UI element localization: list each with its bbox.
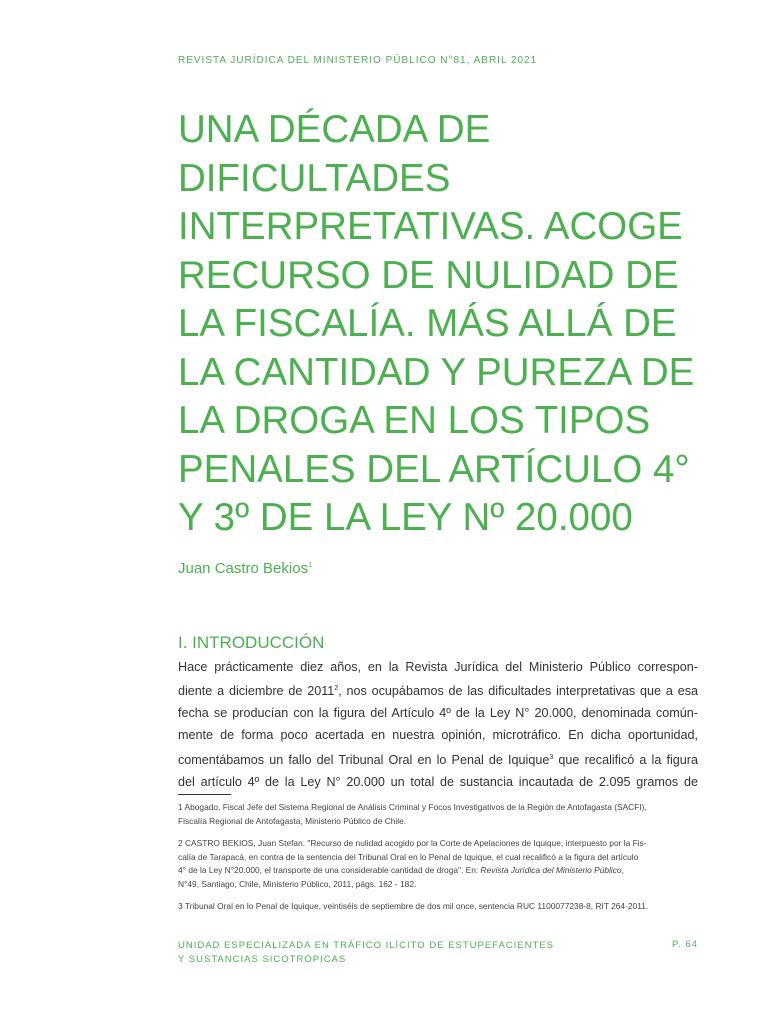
footnote-line: 3 Tribunal Oral en lo Penal de Iquique, veintiséis de septiembre de dos mil once, sentencia RUC 1100077238-8, RIT 264-2011. (178, 901, 649, 911)
footnotes (178, 801, 698, 923)
title-line: LA DROGA EN LOS TIPOS (178, 399, 651, 442)
footnote-line: Fiscalía Regional de Antofagasta, Ministerio Público de Chile. (178, 815, 407, 826)
title-line: Y 3º DE LA LEY Nº 20.000 (178, 496, 633, 539)
body-line: mente de forma poco acertada en nuestra opinión, microtráfico. En dicha oportunidad, (178, 728, 698, 743)
section-heading: I. INTRODUCCIÓN (178, 633, 325, 652)
title-line: RECURSO DE NULIDAD DE (178, 253, 679, 297)
body-line (178, 678, 698, 702)
footnote-segment: 4° de la Ley N°20.000, el transporte de una considerable cantidad de droga". En: (178, 865, 481, 875)
footnote-line: calía de Tarapacá, en contra de la sentencia del Tribunal Oral en lo Penal de Iquique, el cual recalificó a la figura del artículo (178, 851, 639, 862)
body-line (178, 747, 698, 771)
footnote-line: 2 CASTRO BEKIOS, Juan Stefan. "Recurso de nulidad acogido por la Corte de Apelaciones de Iquique, interpuesto por la Fis- (178, 838, 647, 848)
body-paragraph (178, 656, 698, 793)
footnote-3 (178, 900, 698, 914)
title-line: INTERPRETATIVAS. ACOGE (178, 205, 683, 248)
title-line: DIFICULTADES (178, 156, 451, 200)
body-line: fecha se producían con la figura del Artículo 4º de la Ley N° 20.000, denominada común- (178, 706, 698, 721)
footnote-ref[interactable]: 2 (334, 685, 339, 693)
body-text-segment: comentábamos un fallo del Tribunal Oral en lo Penal de Iquique (178, 752, 550, 767)
footnote-divider (178, 794, 231, 795)
footnote-ref[interactable]: 1 (308, 562, 312, 569)
body-text-segment: , nos ocupábamos de las dificultades interpretativas que a esa (338, 684, 698, 699)
title-line: LA FISCALÍA. MÁS ALLÁ DE (178, 302, 677, 345)
body-line: del artículo 4º de la Ley N° 20.000 un total de sustancia incautada de 2.095 gramos de (178, 774, 698, 789)
footnote-line: N°49, Santiago, Chile, Ministerio Público, 2011, págs. 162 - 182. (178, 878, 417, 889)
footnote-line: 1 Abogado, Fiscal Jefe del Sistema Regional de Análisis Criminal y Focos Investigativos de la Región de Antofagasta (SACFI), (178, 802, 647, 812)
title-line: UNA DÉCADA DE (178, 108, 491, 151)
footnote-1 (178, 801, 698, 828)
footer-line: Y SUSTANCIAS SICOTRÓPICAS (178, 953, 347, 965)
body-text-segment: que recalificó a la figura (553, 752, 698, 767)
journal-citation: Revista Jurídica del Ministerio Público (480, 865, 622, 875)
footnote-ref[interactable]: 3 (549, 753, 554, 761)
body-line: Hace prácticamente diez años, en la Revista Jurídica del Ministerio Público correspon- (178, 660, 698, 674)
title-line: LA CANTIDAD Y PUREZA DE (178, 350, 695, 394)
body-text-segment: diente a diciembre de 2011 (178, 684, 335, 699)
footnote-line (178, 864, 698, 878)
footnote-2 (178, 837, 698, 891)
footer-line: UNIDAD ESPECIALIZADA EN TRÁFICO ILÍCITO DE ESTUPEFACIENTES (178, 940, 554, 951)
title-line: PENALES DEL ARTÍCULO 4° (178, 447, 690, 491)
author-text: Juan Castro Bekios (178, 560, 309, 577)
footnote-segment: , (621, 865, 624, 875)
article-title (178, 106, 718, 543)
page-number: P. 64 (672, 939, 698, 950)
journal-header: REVISTA JURÍDICA DEL MINISTERIO PÚBLICO N°81, ABRIL 2021 (178, 55, 538, 66)
footer-unit (178, 939, 554, 966)
author-name (178, 560, 312, 577)
